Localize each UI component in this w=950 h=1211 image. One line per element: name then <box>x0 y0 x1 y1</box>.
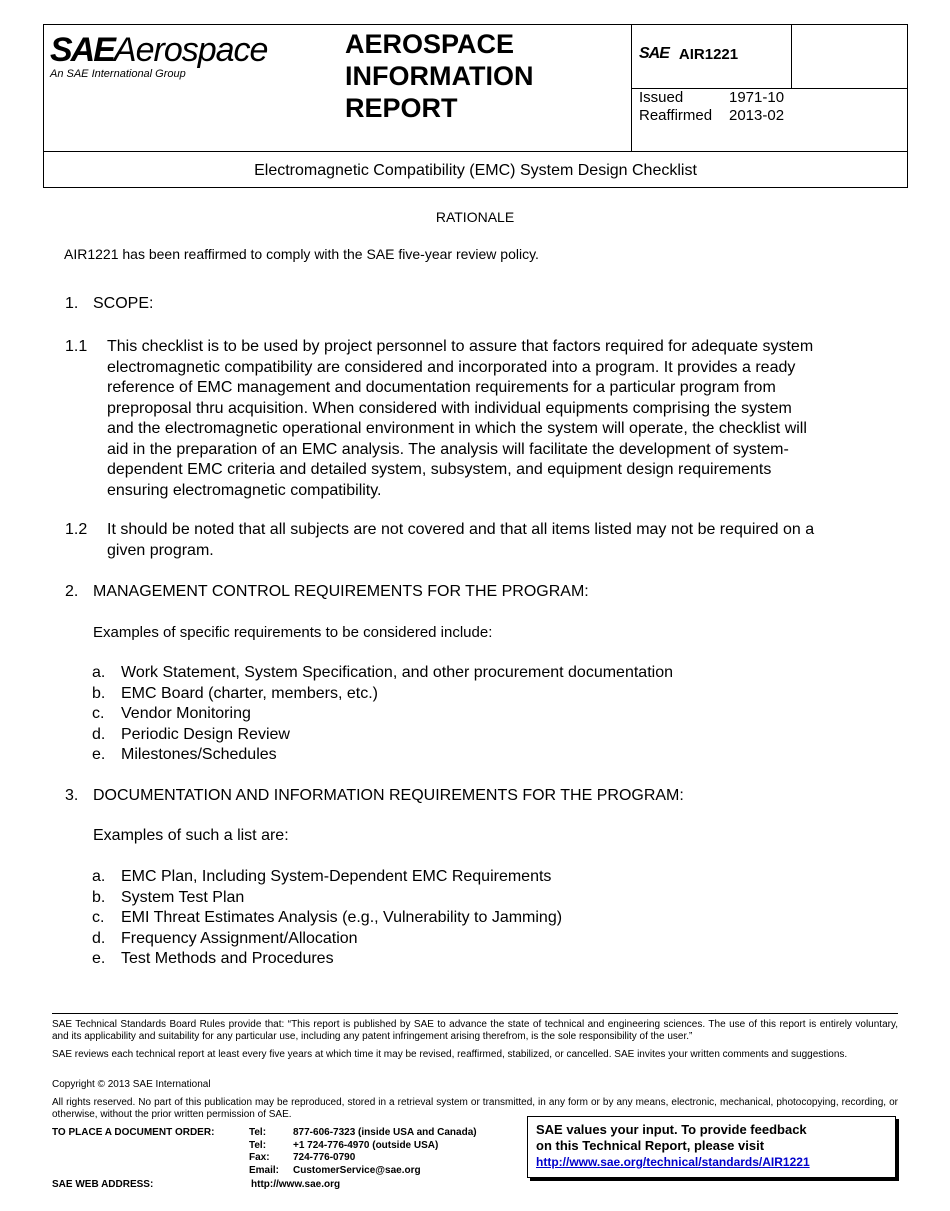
web-label: SAE WEB ADDRESS: <box>52 1179 154 1190</box>
paragraph-line: It should be noted that all subjects are not covered and that all items listed may not be required on a <box>107 521 815 538</box>
logo-sae-text: SAE <box>50 31 114 69</box>
list-text: Test Methods and Procedures <box>121 950 334 967</box>
order-values <box>293 1127 477 1177</box>
header-box <box>43 24 908 188</box>
list-item <box>92 908 563 929</box>
footer-review-text: SAE reviews each technical report at least every five years at which time it may be revised, reaffirmed, stabilized, or cancelled. SAE invites your written comments and suggestions. <box>52 1049 848 1060</box>
tel-value: 877-606-7323 (inside USA and Canada) <box>293 1127 477 1138</box>
document-title: Electromagnetic Compatibility (EMC) System Design Checklist <box>254 162 697 179</box>
fax-value: 724-776-0790 <box>293 1152 356 1163</box>
order-label: TO PLACE A DOCUMENT ORDER: <box>52 1127 215 1138</box>
list-text: System Test Plan <box>121 888 245 906</box>
list-item <box>92 725 290 746</box>
feedback-box <box>527 1116 896 1178</box>
list-letter: d. <box>92 929 106 947</box>
list-item <box>92 684 378 705</box>
logo-aerospace-text: Aerospace <box>113 31 268 69</box>
section-title: SCOPE: <box>93 295 154 312</box>
paragraph-line: preproposal thru acquisition. When considered with individual equipments comprising the system <box>107 399 792 417</box>
reaffirmed-value: 2013-02 <box>729 107 785 124</box>
order-labels <box>249 1127 279 1177</box>
email-value: CustomerService@sae.org <box>293 1164 421 1176</box>
list-item <box>92 745 277 766</box>
list-item <box>92 888 245 909</box>
footer-rules-text: SAE Technical Standards Board Rules provide that: “This report is published by SAE to advance the state of technical and engineering sciences. The use of this report is entirely voluntary, and its applicability and suitability for any particular use, including any patent infringement arising therefrom, is the sole responsibility of the user.” <box>52 1019 898 1042</box>
list-letter: a. <box>92 868 106 885</box>
section-2-intro: Examples of specific requirements to be considered include: <box>93 624 493 641</box>
section-3-intro: Examples of such a list are: <box>93 827 289 844</box>
paragraph-line: aid in the preparation of an EMC analysis. The analysis will facilitate the development of system- <box>107 440 789 458</box>
paragraph-1-1 <box>0 337 950 507</box>
paragraph-line: given program. <box>107 541 214 559</box>
list-letter: b. <box>92 684 106 702</box>
list-text: Periodic Design Review <box>121 725 290 743</box>
section-3-list <box>0 867 950 972</box>
rationale-heading: RATIONALE <box>435 209 515 225</box>
feedback-line: SAE values your input. To provide feedback <box>536 1122 807 1137</box>
list-text: Frequency Assignment/Allocation <box>121 929 358 947</box>
list-letter: d. <box>92 725 106 743</box>
footer-copyright: Copyright © 2013 SAE International <box>52 1079 211 1090</box>
list-item <box>92 949 334 970</box>
paragraph-line: electromagnetic compatibility are considered and incorporated into a program. It provides a ready <box>107 358 796 376</box>
list-text: Vendor Monitoring <box>121 705 251 722</box>
paragraph-line: This checklist is to be used by project personnel to assure that factors required for adequate system <box>107 338 814 355</box>
paragraph-1-2 <box>0 520 950 565</box>
doc-type-line: INFORMATION <box>345 61 534 91</box>
paragraph-text <box>107 337 877 501</box>
list-text: EMI Threat Estimates Analysis (e.g., Vulnerability to Jamming) <box>121 909 563 926</box>
sae-aerospace-logo <box>50 31 267 70</box>
paragraph-text <box>107 520 877 561</box>
list-letter: a. <box>92 664 106 681</box>
list-letter: c. <box>92 909 105 926</box>
list-text: Work Statement, System Specification, and other procurement documentation <box>121 664 673 681</box>
document-type <box>345 28 533 124</box>
reaffirmed-label: Reaffirmed <box>639 107 713 124</box>
list-item <box>92 867 552 888</box>
section-number: 3. <box>65 787 79 804</box>
section-number: 2. <box>65 583 79 600</box>
paragraph-line: ensuring electromagnetic compatibility. <box>107 481 382 499</box>
footer-rights-text: All rights reserved. No part of this publication may be reproduced, stored in a retrieval system or transmitted, in any form or by any means, electronic, mechanical, photocopying, recording, or otherwise, without the prior written permission of SAE. <box>52 1097 898 1120</box>
rationale-text: AIR1221 has been reaffirmed to comply with the SAE five-year review policy. <box>64 246 539 262</box>
section-title: MANAGEMENT CONTROL REQUIREMENTS FOR THE PROGRAM: <box>93 583 589 600</box>
list-item <box>92 929 358 950</box>
email-label: Email: <box>249 1164 280 1176</box>
feedback-line: on this Technical Report, please visit <box>536 1138 765 1153</box>
list-letter: b. <box>92 888 106 906</box>
section-2-list <box>0 663 950 768</box>
list-text: Milestones/Schedules <box>121 746 277 763</box>
list-item <box>92 704 251 725</box>
section-number: 1. <box>65 295 79 312</box>
logo-subtitle: An SAE International Group <box>50 68 186 80</box>
tel-value: +1 724-776-4970 (outside USA) <box>293 1139 439 1151</box>
list-text: EMC Plan, Including System-Dependent EMC Requirements <box>121 868 552 885</box>
document-dates <box>639 89 784 125</box>
paragraph-number: 1.2 <box>65 521 88 538</box>
issued-value: 1971-10 <box>729 89 785 106</box>
sae-logo-small: SAE <box>639 45 669 62</box>
feedback-link[interactable]: http://www.sae.org/technical/standards/AIR1221 <box>536 1155 810 1169</box>
paragraph-line: reference of EMC management and documentation requirements for a particular program from <box>107 379 776 396</box>
document-number: AIR1221 <box>678 45 739 63</box>
list-letter: c. <box>92 705 105 722</box>
paragraph-line: and the electromagnetic operational environment in which the system will operate, the checklist will <box>107 420 807 437</box>
list-text: EMC Board (charter, members, etc.) <box>121 684 378 702</box>
issued-label: Issued <box>639 89 684 106</box>
header-divider <box>791 25 792 88</box>
paragraph-line: dependent EMC criteria and detailed system, subsystem, and equipment design requirements <box>107 461 772 478</box>
doc-type-line: REPORT <box>345 93 458 123</box>
list-letter: e. <box>92 746 106 763</box>
tel-label: Tel: <box>249 1139 267 1151</box>
doc-type-line: AEROSPACE <box>345 29 515 59</box>
paragraph-number: 1.1 <box>65 338 88 355</box>
section-title: DOCUMENTATION AND INFORMATION REQUIREMENTS FOR THE PROGRAM: <box>93 787 684 804</box>
document-number-block <box>639 45 738 63</box>
list-letter: e. <box>92 950 106 967</box>
web-address: http://www.sae.org <box>251 1179 341 1190</box>
list-item <box>92 663 673 684</box>
tel-label: Tel: <box>249 1127 267 1138</box>
fax-label: Fax: <box>249 1152 270 1163</box>
footer-divider <box>52 1013 898 1014</box>
header-divider <box>44 151 907 152</box>
